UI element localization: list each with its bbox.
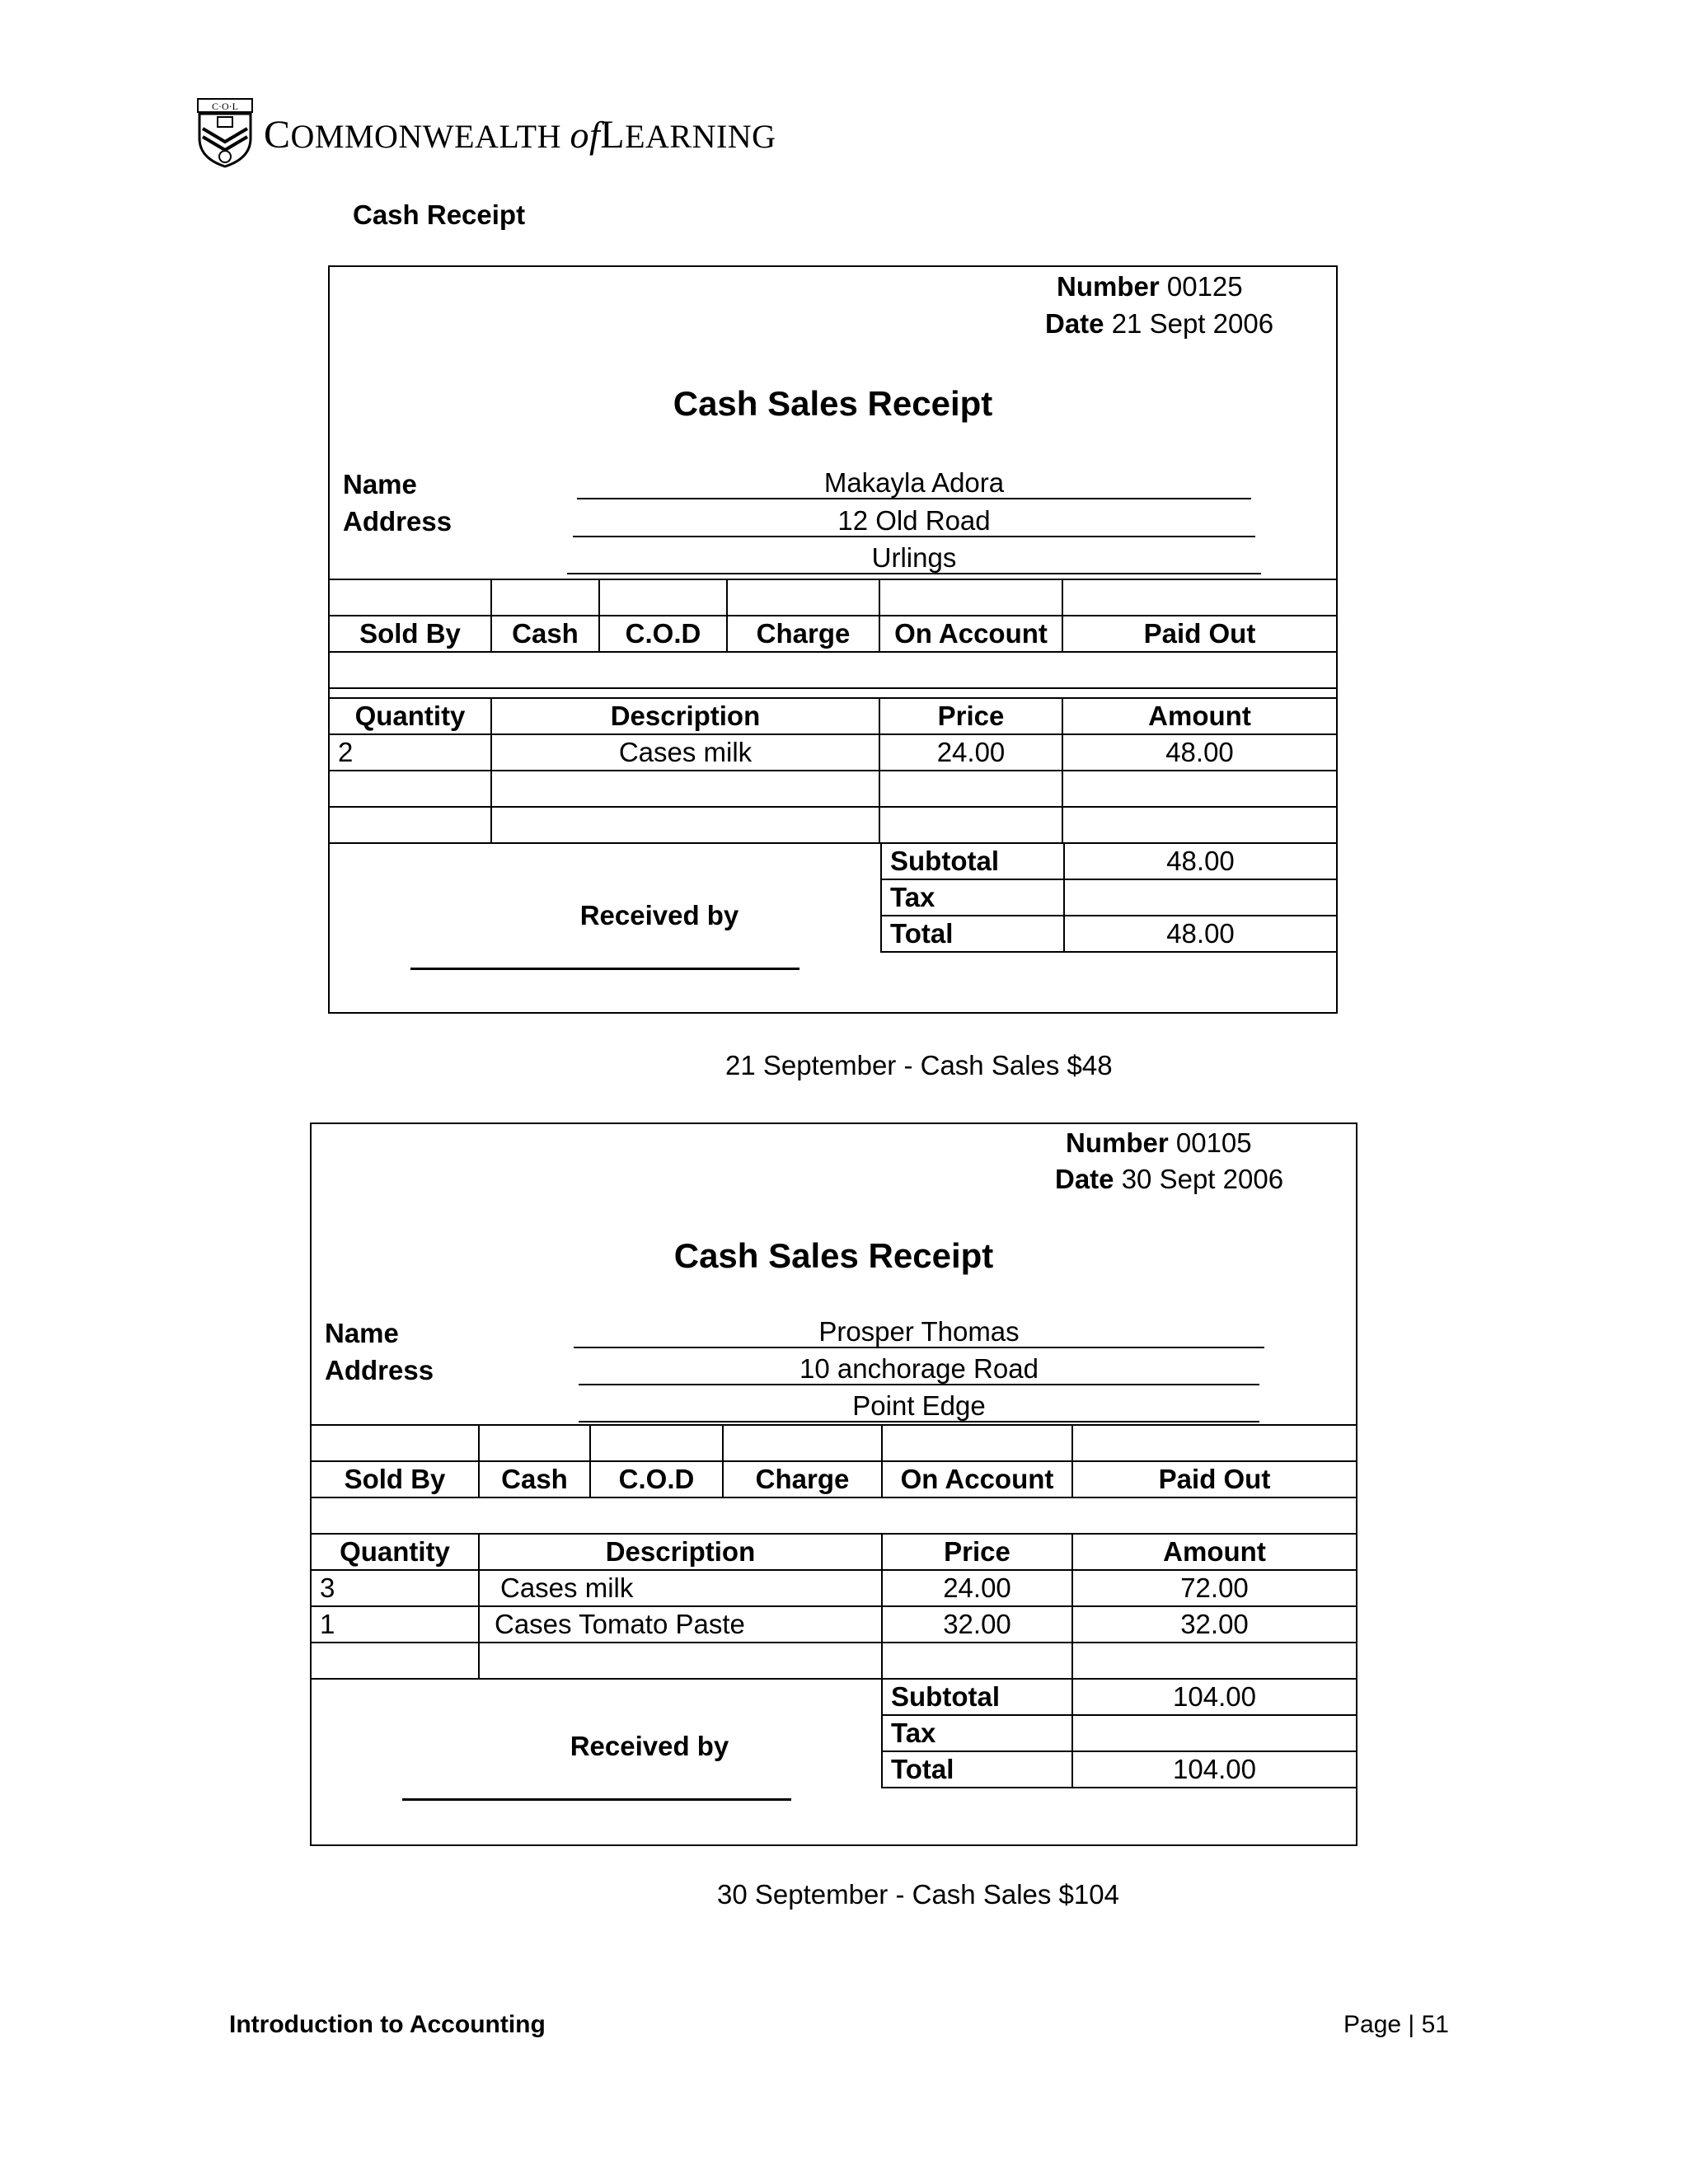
header-paid-out: Paid Out: [1062, 616, 1337, 652]
totals-table: [880, 842, 1338, 953]
payment-type-table: [310, 1424, 1357, 1535]
cash-receipt-1: [328, 265, 1338, 1014]
table-row: [881, 916, 1337, 952]
table-row: [311, 1570, 1357, 1606]
cash-receipt-2: [310, 1122, 1357, 1846]
table-row: [311, 1461, 1357, 1497]
items-table: [310, 1533, 1357, 1680]
col-shield-icon: [196, 97, 254, 168]
table-row: [329, 734, 1337, 771]
receipt-number: Number 00105: [1066, 1127, 1252, 1158]
name-value: Prosper Thomas: [574, 1315, 1264, 1348]
receipt-date: Date 21 Sept 2006: [1045, 308, 1274, 339]
item-amount: 72.00: [1072, 1570, 1357, 1606]
item-price: 24.00: [879, 734, 1062, 771]
receipt-1-caption: 21 September - Cash Sales $48: [725, 1050, 1113, 1080]
header-price: Price: [879, 698, 1062, 734]
table-row: [882, 1679, 1357, 1715]
receipt-title: Cash Sales Receipt: [673, 1236, 994, 1275]
receipt-title: Cash Sales Receipt: [673, 384, 993, 423]
page-number: Page | 51: [1343, 2011, 1449, 2038]
received-by-signature-line: [402, 1798, 791, 1801]
header-amount: Amount: [1062, 698, 1337, 734]
item-qty: 3: [311, 1570, 479, 1606]
address-line-2: Urlings: [567, 541, 1261, 574]
tax-label: Tax: [882, 1715, 1072, 1751]
total-label: Total: [881, 916, 1064, 952]
header-quantity: Quantity: [329, 698, 491, 734]
header-description: Description: [479, 1534, 882, 1570]
subtotal-value: 48.00: [1064, 843, 1337, 879]
subtotal-label: Subtotal: [881, 843, 1064, 879]
header-sold-by: Sold By: [311, 1461, 479, 1497]
name-label: Name: [325, 1318, 399, 1348]
item-description: Cases Tomato Paste: [479, 1606, 882, 1643]
name-value: Makayla Adora: [577, 466, 1251, 499]
header-charge: Charge: [723, 1461, 882, 1497]
total-label: Total: [882, 1751, 1072, 1788]
table-row: [882, 1715, 1357, 1751]
header-charge: Charge: [727, 616, 879, 652]
item-amount: 32.00: [1072, 1606, 1357, 1643]
table-row: [329, 771, 1337, 807]
table-row: [311, 1534, 1357, 1570]
header-cod: C.O.D: [590, 1461, 723, 1497]
header-on-account: On Account: [882, 1461, 1072, 1497]
address-line-2: Point Edge: [579, 1390, 1259, 1422]
table-row: [329, 616, 1337, 652]
section-title: Cash Receipt: [353, 199, 526, 230]
item-description: Cases milk: [479, 1570, 882, 1606]
totals-table: [881, 1678, 1357, 1788]
header-cod: C.O.D: [599, 616, 727, 652]
receipt-number: Number 00125: [1057, 271, 1243, 302]
address-line-1: 10 anchorage Road: [579, 1352, 1259, 1385]
received-by-signature-line: [410, 968, 799, 970]
receipt-date: Date 30 Sept 2006: [1055, 1164, 1284, 1194]
footer-course-title: Introduction to Accounting: [229, 2011, 546, 2038]
address-label: Address: [325, 1355, 434, 1385]
address-label: Address: [343, 506, 452, 537]
logo-wordmark: COMMONWEALTH ofLEARNING: [264, 113, 776, 157]
header-on-account: On Account: [879, 616, 1062, 652]
item-description: Cases milk: [491, 734, 879, 771]
header-cash: Cash: [491, 616, 599, 652]
table-row: [311, 1606, 1357, 1643]
table-row: [329, 579, 1337, 616]
receipt-2-caption: 30 September - Cash Sales $104: [717, 1879, 1119, 1910]
header-sold-by: Sold By: [329, 616, 491, 652]
col-logo: [196, 97, 776, 168]
table-row: [882, 1751, 1357, 1788]
total-value: 48.00: [1064, 916, 1337, 952]
tax-value: [1072, 1715, 1357, 1751]
item-price: 24.00: [882, 1570, 1072, 1606]
total-value: 104.00: [1072, 1751, 1357, 1788]
table-row: [881, 843, 1337, 879]
header-price: Price: [882, 1534, 1072, 1570]
header-description: Description: [491, 698, 879, 734]
table-row: [329, 698, 1337, 734]
payment-type-table: [328, 579, 1338, 689]
header-cash: Cash: [479, 1461, 590, 1497]
table-row: [881, 879, 1337, 916]
address-line-1: 12 Old Road: [573, 504, 1255, 537]
item-qty: 2: [329, 734, 491, 771]
item-qty: 1: [311, 1606, 479, 1643]
item-price: 32.00: [882, 1606, 1072, 1643]
table-row: [329, 807, 1337, 843]
table-row: [311, 1643, 1357, 1679]
table-row: [329, 652, 1337, 688]
table-row: [311, 1425, 1357, 1461]
tax-value: [1064, 879, 1337, 916]
subtotal-value: 104.00: [1072, 1679, 1357, 1715]
subtotal-label: Subtotal: [882, 1679, 1072, 1715]
header-amount: Amount: [1072, 1534, 1357, 1570]
logo-badge: C·O·L: [212, 101, 238, 112]
received-by-label: Received by: [570, 1731, 729, 1761]
items-table: [328, 697, 1338, 844]
item-amount: 48.00: [1062, 734, 1337, 771]
header-paid-out: Paid Out: [1072, 1461, 1357, 1497]
name-label: Name: [343, 469, 417, 499]
table-row: [311, 1497, 1357, 1534]
header-quantity: Quantity: [311, 1534, 479, 1570]
tax-label: Tax: [881, 879, 1064, 916]
received-by-label: Received by: [579, 900, 739, 930]
